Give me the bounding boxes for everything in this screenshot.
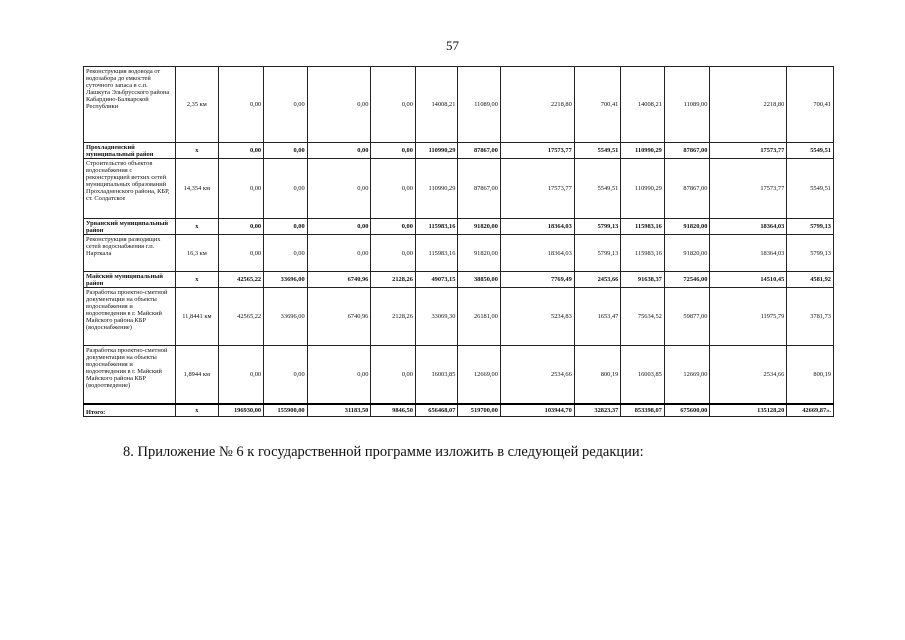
value-cell: 42565,22 — [218, 288, 264, 346]
value-cell: 18364,03 — [500, 235, 574, 272]
value-cell: 5799,13 — [787, 235, 834, 272]
value-cell: 49073,15 — [415, 272, 458, 288]
table-row — [84, 67, 834, 143]
value-cell: 0,00 — [218, 346, 264, 404]
value-cell: 0,00 — [264, 159, 308, 219]
value-cell: 0,00 — [264, 219, 308, 235]
unit-cell: 1,8944 км — [176, 346, 219, 404]
value-cell: 2534,66 — [500, 346, 574, 404]
row-name-cell: Реконструкция разводящих сетей водоснабжения г.п. Нарткала — [84, 235, 176, 272]
value-cell: 87867,00 — [458, 159, 501, 219]
value-cell: 11089,00 — [664, 67, 710, 143]
district-subtotal-row — [84, 219, 834, 235]
value-cell: 32823,37 — [574, 404, 621, 417]
value-cell: 6740,96 — [307, 272, 371, 288]
value-cell: 33069,30 — [415, 288, 458, 346]
value-cell: 0,00 — [218, 235, 264, 272]
row-name-cell: Урванский муниципальный район — [84, 219, 176, 235]
value-cell: 0,00 — [264, 67, 308, 143]
value-cell: 675600,00 — [664, 404, 710, 417]
value-cell: 0,00 — [218, 159, 264, 219]
closing-text: 8. Приложение № 6 к государственной программе изложить в следующей редакции: — [123, 444, 644, 460]
district-subtotal-row — [84, 143, 834, 159]
value-cell: 0,00 — [218, 67, 264, 143]
value-cell: 38850,00 — [458, 272, 501, 288]
value-cell: 91638,37 — [621, 272, 665, 288]
value-cell: 12669,00 — [458, 346, 501, 404]
value-cell: 700,41 — [574, 67, 621, 143]
value-cell: 18364,03 — [500, 219, 574, 235]
value-cell: 0,00 — [307, 346, 371, 404]
value-cell: 4581,92 — [787, 272, 834, 288]
value-cell: 853398,07 — [621, 404, 665, 417]
row-name-cell: Реконструкция водовода от водозабора до емкостей суточного запаса в с.п. Лашкута Эльбрусского района Кабардино-Балкарской Республики — [84, 67, 176, 143]
value-cell: 16003,85 — [621, 346, 665, 404]
budget-table — [83, 66, 834, 417]
value-cell: 115983,16 — [621, 219, 665, 235]
value-cell: 0,00 — [307, 159, 371, 219]
value-cell: 0,00 — [307, 67, 371, 143]
value-cell: 700,41 — [787, 67, 834, 143]
value-cell: 0,00 — [264, 346, 308, 404]
value-cell: 75634,52 — [621, 288, 665, 346]
unit-cell: х — [176, 143, 219, 159]
value-cell: 135128,20 — [710, 404, 787, 417]
value-cell: 5549,51 — [574, 143, 621, 159]
value-cell: 0,00 — [371, 235, 416, 272]
value-cell: 800,19 — [574, 346, 621, 404]
value-cell: 0,00 — [264, 143, 308, 159]
value-cell: 33696,00 — [264, 272, 308, 288]
row-name-cell: Разработка проектно-сметной документации на объекты водоснабжения и водоотведения в г. Майский Майского района КБР (водоснабжение) — [84, 288, 176, 346]
value-cell: 0,00 — [218, 143, 264, 159]
value-cell: 196930,00 — [218, 404, 264, 417]
unit-cell: 14,354 км — [176, 159, 219, 219]
value-cell: 0,00 — [371, 159, 416, 219]
unit-cell: х — [176, 404, 219, 417]
value-cell: 5234,83 — [500, 288, 574, 346]
value-cell: 91820,00 — [664, 235, 710, 272]
value-cell: 26181,00 — [458, 288, 501, 346]
value-cell: 33696,00 — [264, 288, 308, 346]
value-cell: 110990,29 — [415, 159, 458, 219]
district-subtotal-row — [84, 272, 834, 288]
value-cell: 5799,13 — [787, 219, 834, 235]
value-cell: 3781,73 — [787, 288, 834, 346]
value-cell: 115983,16 — [415, 235, 458, 272]
unit-cell: х — [176, 219, 219, 235]
value-cell: 800,19 — [787, 346, 834, 404]
value-cell: 2128,26 — [371, 272, 416, 288]
value-cell: 2453,66 — [574, 272, 621, 288]
table-row — [84, 346, 834, 404]
value-cell: 16003,85 — [415, 346, 458, 404]
value-cell: 2534,66 — [710, 346, 787, 404]
value-cell: 0,00 — [264, 235, 308, 272]
value-cell: 17573,77 — [500, 143, 574, 159]
value-cell: 110990,29 — [621, 143, 665, 159]
value-cell: 11975,79 — [710, 288, 787, 346]
value-cell: 5799,13 — [574, 219, 621, 235]
total-row — [84, 404, 834, 417]
value-cell: 2218,80 — [500, 67, 574, 143]
unit-cell: 16,3 км — [176, 235, 219, 272]
row-name-cell: Майский муниципальный район — [84, 272, 176, 288]
row-name-cell: Строительство объектов водоснабжения с реконструкцией ветхих сетей муниципальных образований Прохладненского района, КБР, ст. Солдатское — [84, 159, 176, 219]
value-cell: 1653,47 — [574, 288, 621, 346]
value-cell: 17573,77 — [710, 159, 787, 219]
value-cell: 11089,00 — [458, 67, 501, 143]
value-cell: 91820,00 — [458, 235, 501, 272]
unit-cell: 2,35 км — [176, 67, 219, 143]
page-number: 57 — [446, 38, 459, 53]
value-cell: 5799,13 — [574, 235, 621, 272]
value-cell: 0,00 — [371, 219, 416, 235]
value-cell: 115983,16 — [621, 235, 665, 272]
value-cell: 2128,26 — [371, 288, 416, 346]
value-cell: 72546,00 — [664, 272, 710, 288]
value-cell: 0,00 — [307, 235, 371, 272]
value-cell: 42669,87». — [787, 404, 834, 417]
table-row — [84, 288, 834, 346]
value-cell: 110990,29 — [415, 143, 458, 159]
value-cell: 91820,00 — [664, 219, 710, 235]
table-row — [84, 235, 834, 272]
value-cell: 155900,00 — [264, 404, 308, 417]
value-cell: 87867,00 — [458, 143, 501, 159]
value-cell: 18364,03 — [710, 219, 787, 235]
value-cell: 5549,51 — [574, 159, 621, 219]
value-cell: 14510,45 — [710, 272, 787, 288]
row-name-cell: Разработка проектно-сметной документации на объекты водоснабжения и водоотведения в г. Майский Майского района КБР (водоотведение) — [84, 346, 176, 404]
value-cell: 656468,07 — [415, 404, 458, 417]
row-name-cell: Итого: — [84, 404, 176, 417]
value-cell: 5549,51 — [787, 159, 834, 219]
value-cell: 0,00 — [371, 67, 416, 143]
value-cell: 2218,80 — [710, 67, 787, 143]
value-cell: 0,00 — [371, 143, 416, 159]
value-cell: 115983,16 — [415, 219, 458, 235]
value-cell: 9846,50 — [371, 404, 416, 417]
value-cell: 5549,51 — [787, 143, 834, 159]
value-cell: 14008,21 — [621, 67, 665, 143]
value-cell: 12669,00 — [664, 346, 710, 404]
value-cell: 14008,21 — [415, 67, 458, 143]
value-cell: 0,00 — [307, 219, 371, 235]
table-row — [84, 159, 834, 219]
value-cell: 17573,77 — [710, 143, 787, 159]
value-cell: 31183,50 — [307, 404, 371, 417]
row-name-cell: Прохладненский муниципальный район — [84, 143, 176, 159]
value-cell: 91820,00 — [458, 219, 501, 235]
value-cell: 0,00 — [307, 143, 371, 159]
value-cell: 59877,00 — [664, 288, 710, 346]
value-cell: 6740,96 — [307, 288, 371, 346]
value-cell: 42565,22 — [218, 272, 264, 288]
value-cell: 0,00 — [218, 219, 264, 235]
unit-cell: 11,8441 км — [176, 288, 219, 346]
value-cell: 18364,03 — [710, 235, 787, 272]
value-cell: 103944,70 — [500, 404, 574, 417]
value-cell: 110990,29 — [621, 159, 665, 219]
value-cell: 87867,00 — [664, 143, 710, 159]
value-cell: 519700,00 — [458, 404, 501, 417]
unit-cell: х — [176, 272, 219, 288]
value-cell: 7769,49 — [500, 272, 574, 288]
value-cell: 87867,00 — [664, 159, 710, 219]
value-cell: 0,00 — [371, 346, 416, 404]
value-cell: 17573,77 — [500, 159, 574, 219]
